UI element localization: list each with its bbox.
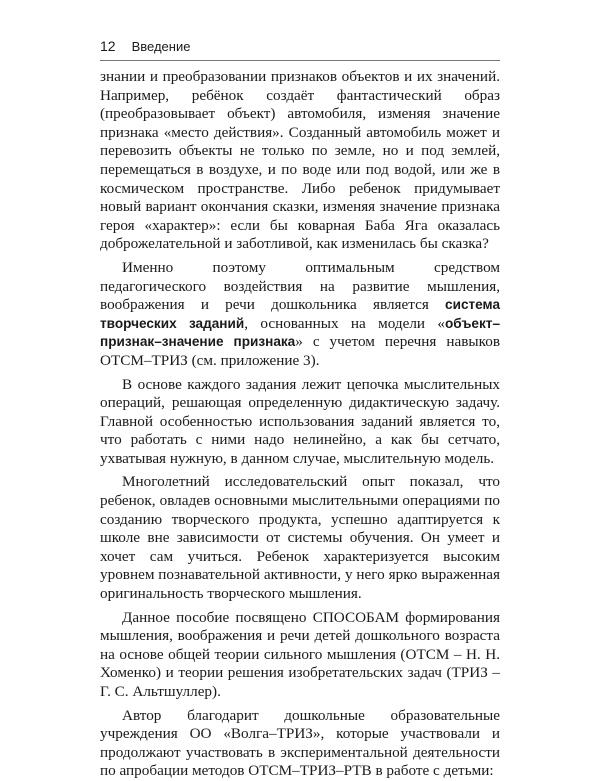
header-rule	[100, 60, 500, 61]
page-number: 12	[100, 38, 116, 54]
body-text	[100, 68, 500, 781]
paragraph-3: В основе каждого задания лежит цепочка мыслительных операций, решающая определенную дидактическую задачу. Главной особенностью использования заданий является то, что работать с ними надо нелинейно, а как бы сетчато, ухватывая нужную, в данном случае, мыслительную модель.	[100, 375, 500, 467]
page-header	[100, 38, 500, 54]
bold-term-object-attribute-value: объект–признак–значение признака	[100, 315, 501, 350]
running-head: Введение	[131, 39, 191, 54]
paragraph-2-text-b: , основанных на модели «	[244, 314, 445, 332]
paragraph-4: Многолетний исследовательский опыт показал, что ребенок, овладев основными мыслительными операциями по созданию творческого продукта, успешно адаптируется к школе вне зависимости от системы обучения. Он умеет и хочет сам учиться. Ребенок характеризуется высоким уровнем познавательной активности, у него ярко выраженная оригинальность творческого мышления.	[100, 473, 500, 603]
paragraph-2-text-a: Именно поэтому оптимальным средством педагогического воздействия на развитие мышления, воображения и речи дошкольника является	[100, 258, 500, 314]
paragraph-6: Автор благодарит дошкольные образовательные учреждения ОО «Волга–ТРИЗ», которые участвовали и продолжают участвовать в экспериментальной деятельности по апробации методов ОТСМ–ТРИЗ–РТВ в работе с детьми:	[100, 706, 500, 780]
paragraph-2	[100, 259, 500, 371]
paragraph-2-text-c: » с учетом перечня навыков ОТСМ–ТРИЗ (см. приложение 3).	[100, 333, 500, 369]
paragraph-5: Данное пособие посвящено СПОСОБАМ формирования мышления, воображения и речи детей дошкольного возраста на основе общей теории сильного мышления (ОТСМ – Н. Н. Хоменко) и теории решения изобретательских задач (ТРИЗ – Г. С. Альтшуллер).	[100, 608, 500, 700]
paragraph-1: знании и преобразовании признаков объектов и их значений. Например, ребёнок создаёт фантастический образ (преобразовывает объект) автомобиля, изменяя значение признака «место действия». Созданный автомобиль может и перевозить объекты не только по земле, но и под землей, перемещаться в воздухе, и по воде или под водой, или же в космическом пространстве. Либо ребенок придумывает новый вариант окончания сказки, изменяя значение признака героя «характер»: если бы коварная Баба Яга оказалась доброжелательной и заботливой, как изменилась бы сказка?	[100, 68, 500, 253]
bold-term-creative-tasks: система творческих заданий	[100, 297, 500, 331]
